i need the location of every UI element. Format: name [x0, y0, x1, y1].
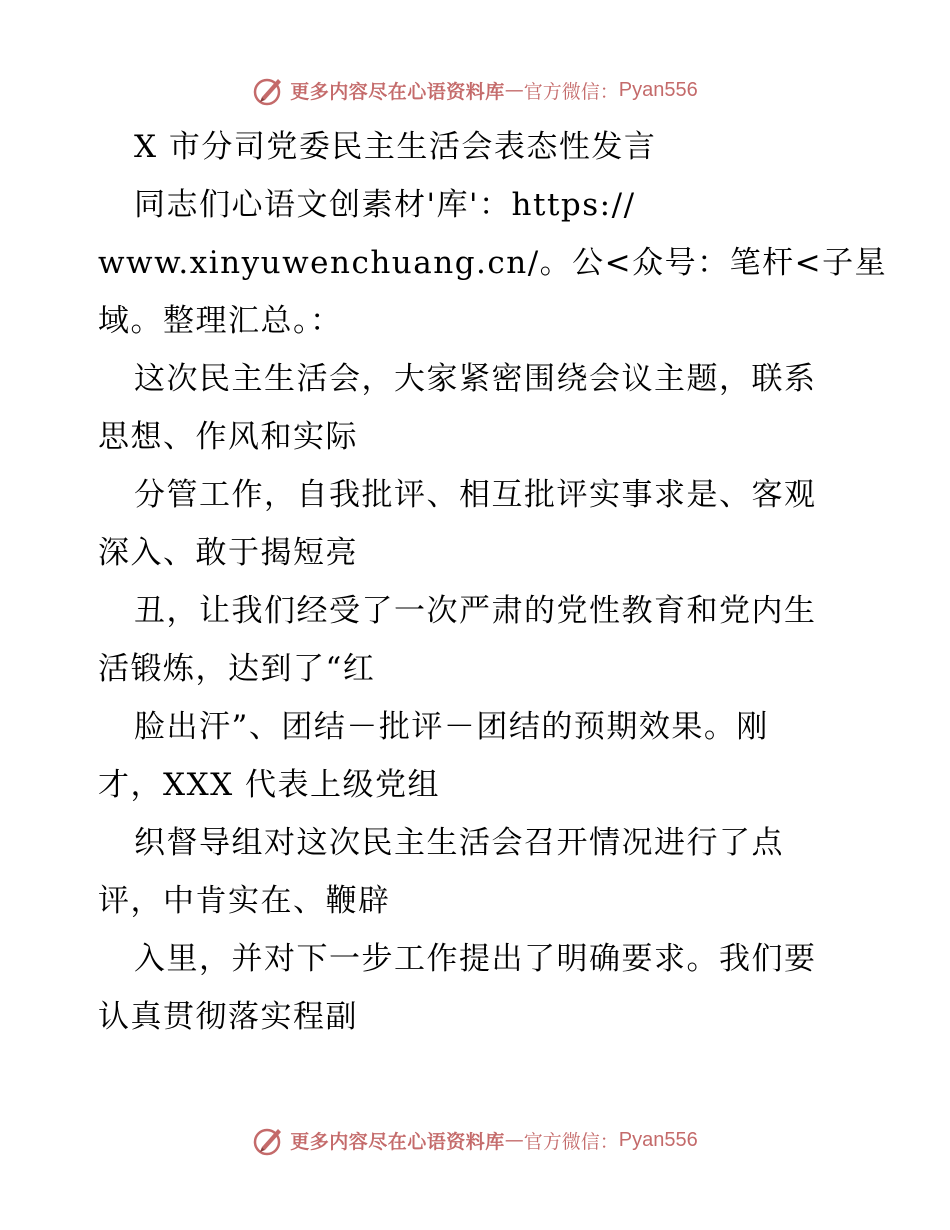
document-line: 深入、敢于揭短亮 [98, 535, 358, 571]
document-body [98, 118, 888, 1046]
banner-separator: — [504, 1129, 524, 1151]
document-line: 才，XXX 代表上级党组 [98, 767, 441, 803]
document-line: 思想、作风和实际 [98, 419, 358, 455]
banner-wechat-handle: Pyan556 [618, 78, 698, 101]
banner-separator: — [504, 79, 524, 101]
footer-banner [0, 1120, 950, 1160]
document-line: 活锻炼，达到了“红 [98, 651, 376, 687]
document-line: X 市分司党委民主生活会表态性发言 [134, 129, 657, 165]
quill-pen-logo-icon [252, 73, 286, 107]
banner-site-text: 更多内容尽在心语资料库 [290, 80, 505, 103]
banner-wechat-handle: Pyan556 [618, 1128, 698, 1151]
document-line: 评，中肯实在、鞭辟 [98, 883, 391, 919]
document-line: 分管工作，自我批评、相互批评实事求是、客观 [134, 477, 817, 513]
document-line: 脸出汗”、团结－批评－团结的预期效果。刚 [134, 709, 769, 745]
document-line: 丑，让我们经受了一次严肃的党性教育和党内生 [134, 593, 817, 629]
banner-wechat-label: 官方微信： [523, 1130, 619, 1153]
header-banner [0, 70, 950, 110]
document-line: 域。整理汇总。： [98, 303, 343, 339]
document-line: www.xinyuwenchuang.cn/。公<众号：笔杆<子星 [98, 245, 888, 281]
document-line: 这次民主生活会，大家紧密围绕会议主题，联系 [134, 361, 817, 397]
banner-site-text: 更多内容尽在心语资料库 [290, 1130, 505, 1153]
document-line: 认真贯彻落实程副 [98, 999, 358, 1035]
quill-pen-logo-icon [252, 1123, 286, 1157]
document-line: 同志们心语文创素材'库'：https:// [134, 187, 636, 223]
document-line: 入里，并对下一步工作提出了明确要求。我们要 [134, 941, 817, 977]
document-line: 织督导组对这次民主生活会召开情况进行了点 [134, 825, 784, 861]
banner-wechat-label: 官方微信： [523, 80, 619, 103]
